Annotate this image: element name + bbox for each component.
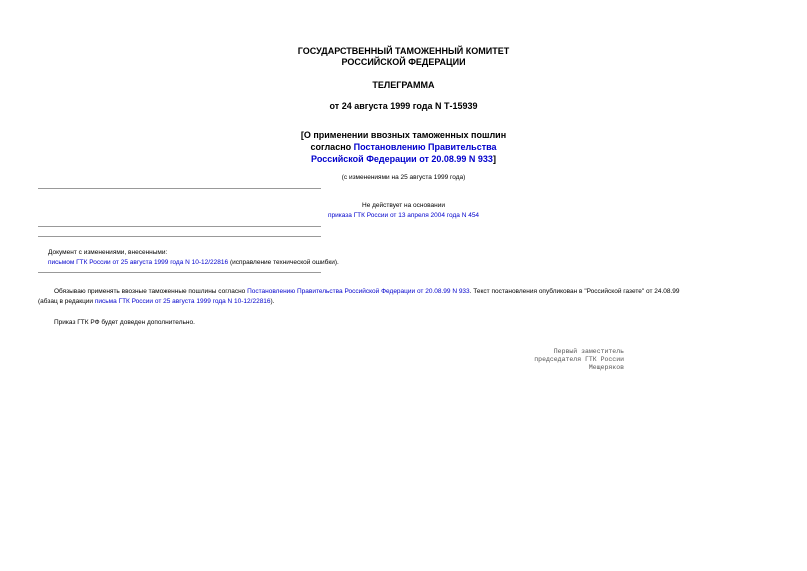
signature-line-1: Первый заместитель [553, 348, 624, 355]
body-p1-line2-end: ). [270, 298, 275, 305]
body-p1-link[interactable]: Постановлению Правительства Российской Федерации от 20.08.99 N 933 [247, 288, 470, 295]
header-line-2: РОССИЙСКОЙ ФЕДЕРАЦИИ [341, 57, 466, 67]
changes-link[interactable]: письмом ГТК России от 25 августа 1999 года N 10-12/22816 [48, 259, 229, 266]
body-p1-mid: . Текст постановления опубликован в "Российской газете" от 24.08.99 [469, 288, 680, 295]
body-p1-line2-link[interactable]: письма ГТК России от 25 августа 1999 года N 10-12/22816 [94, 298, 271, 305]
body-paragraph-2: Приказ ГТК РФ будет доведен дополнительно. [54, 319, 195, 326]
divider [38, 236, 321, 237]
invalid-label: Не действует на основании [362, 202, 445, 209]
signature-line-2: председателя ГТК России [534, 356, 624, 363]
changes-label: Документ с изменениями, внесенными: [48, 249, 168, 256]
amendment-note: (с изменениями на 25 августа 1999 года) [341, 174, 466, 181]
body-p1-start: Обязываю применять ввозные таможенные пошлины согласно [54, 288, 248, 295]
divider [38, 272, 321, 273]
title-link-part1[interactable]: Постановлению Правительства [353, 142, 497, 152]
body-paragraph-1 [54, 287, 680, 296]
changes-suffix: (исправление технической ошибки). [228, 259, 339, 266]
title-line-2 [0, 142, 807, 153]
doc-type: ТЕЛЕГРАММА [372, 80, 435, 90]
body-p1-line2-start: (абзац в редакции [38, 298, 95, 305]
changes-line [48, 258, 339, 267]
title-line-3 [0, 154, 807, 165]
header-line-1: ГОСУДАРСТВЕННЫЙ ТАМОЖЕННЫЙ КОМИТЕТ [297, 46, 510, 56]
title-line-1: [О применении ввозных таможенных пошлин [300, 130, 507, 140]
signature-line-3: Мещеряков [588, 364, 624, 371]
body-paragraph-1-line-2 [38, 297, 275, 306]
divider [38, 226, 321, 227]
divider [38, 188, 321, 189]
date-line: от 24 августа 1999 года N Т-15939 [329, 101, 478, 111]
title-link-part2[interactable]: Российской Федерации от 20.08.99 N 933 [311, 154, 493, 164]
title-close: ] [492, 154, 496, 164]
title-prefix: согласно [310, 142, 354, 152]
invalid-link[interactable]: приказа ГТК России от 13 апреля 2004 года N 454 [327, 212, 480, 219]
